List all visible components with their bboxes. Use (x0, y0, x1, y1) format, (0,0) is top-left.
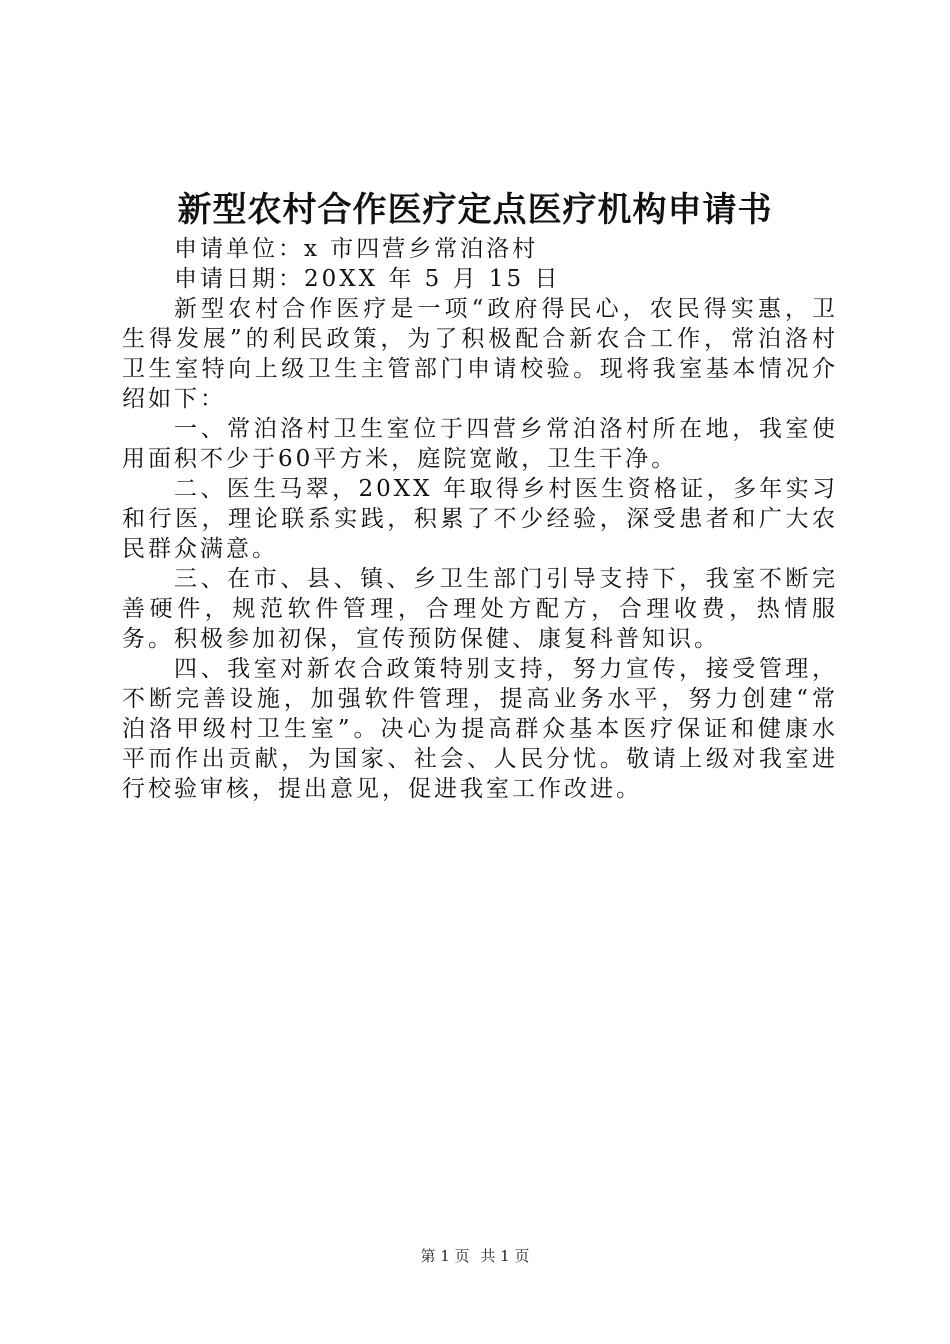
paragraph-intro: 新型农村合作医疗是一项“政府得民心，农民得实惠，卫生得发展”的利民政策，为了积极配合新农合工作，常泊洛村卫生室特向上级卫生主管部门申请校验。现将我室基本情况介绍如下： (122, 296, 838, 412)
paragraph-item-3: 三、在市、县、镇、乡卫生部门引导支持下，我室不断完善硬件，规范软件管理，合理处方配方，合理收费，热情服务。积极参加初保，宣传预防保健、康复科普知识。 (122, 566, 838, 652)
page-footer (0, 1245, 950, 1266)
document-title: 新型农村合作医疗定点医疗机构申请书 (177, 190, 773, 230)
paragraph-item-2: 二、医生马翠，20XX 年取得乡村医生资格证，多年实习和行医，理论联系实践，积累了不少经验，深受患者和广大农民群众满意。 (122, 476, 838, 562)
page-total: 共 1 页 (480, 1247, 530, 1265)
page-number: 第 1 页 (420, 1247, 470, 1265)
date-line: 申请日期：20XX 年 5 月 15 日 (174, 266, 561, 292)
paragraph-item-4: 四、我室对新农合政策特别支持，努力宣传，接受管理，不断完善设施，加强软件管理，提高业务水平，努力创建“常泊洛甲级村卫生室”。决心为提高群众基本医疗保证和健康水平而作出贡献，为国家、社会、人民分忧。敬请上级对我室进行校验审核，提出意见，促进我室工作改进。 (122, 656, 838, 802)
document-body (122, 234, 838, 804)
paragraph-item-1: 一、常泊洛村卫生室位于四营乡常泊洛村所在地，我室使用面积不少于60平方米，庭院宽敞，卫生干净。 (122, 416, 838, 472)
applicant-line: 申请单位：x 市四营乡常泊洛村 (174, 236, 539, 262)
